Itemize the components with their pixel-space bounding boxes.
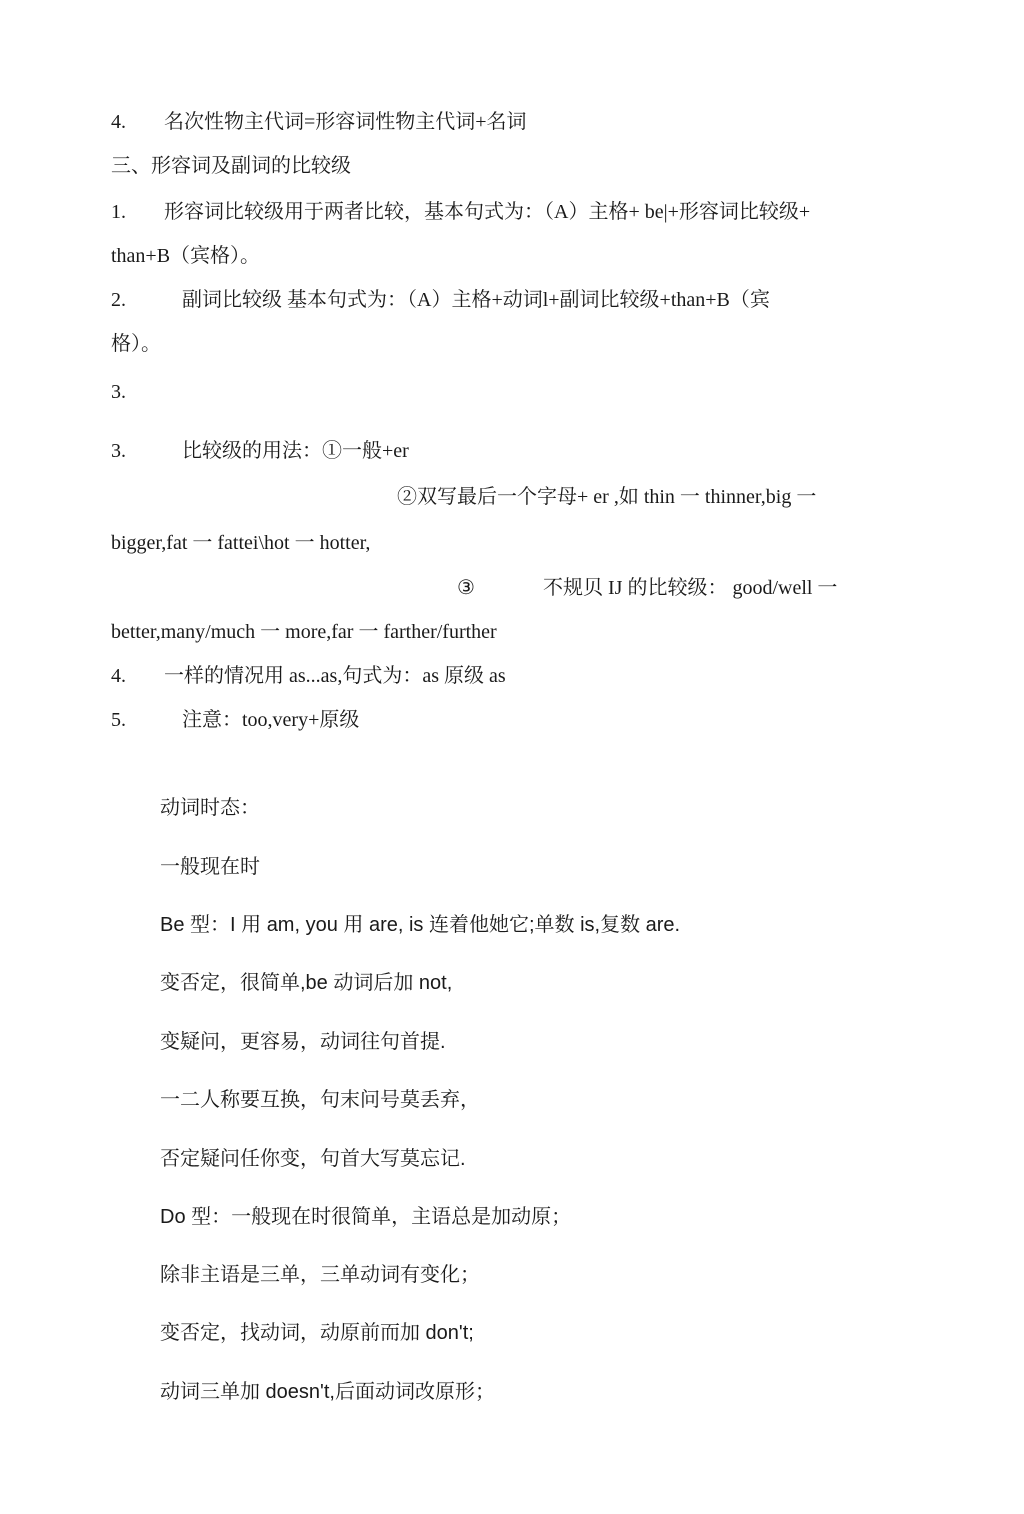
verse-line: Be 型：I 用 am, you 用 are, is 连着他她它;单数 is,复数 are. [160,914,681,936]
verse-line: 动词三单加 doesn't,后面动词改原形； [160,1381,495,1403]
rule-continuation: bigger,fat 一 fattei\hot 一 hotter, [111,532,371,554]
list-number: 1. [111,201,126,223]
list-number: 3. [111,440,126,462]
verse-line: 变疑问，更容易，动词往句首提. [160,1031,446,1053]
rule-text: 不规贝 IJ 的比较级： good/well 一 [543,577,838,599]
verse-line: 否定疑问任你变，句首大写莫忘记. [160,1148,466,1170]
verse-line: 一二人称要互换，句末问号莫丢弃， [160,1089,480,1111]
list-number: 4. [111,111,126,133]
list-item-text: 副词比较级 基本句式为：（A）主格+动词l+副词比较级+than+B（宾 [182,289,770,311]
rule-continuation: better,many/much 一 more,far 一 farther/further [111,621,497,643]
rule-text: ②双写最后一个字母+ er ,如 thin 一 thinner,big 一 [397,486,817,508]
list-item-text: 一样的情况用 as...as,句式为：as 原级 as [164,665,506,687]
list-item-text: 比较级的用法：①一般+er [182,440,409,462]
list-number: 3. [111,381,126,403]
list-item-text: 形容词比较级用于两者比较，基本句式为：（A）主格+ be|+形容词比较级+ [164,201,811,223]
list-number: 4. [111,665,126,687]
section-heading: 动词时态： [160,797,260,819]
list-item-text: 注意：too,very+原级 [182,709,360,731]
verse-line: 变否定，很简单,be 动词后加 not, [160,972,453,994]
list-number: 5. [111,709,126,731]
verse-line: 变否定，找动词，动原前而加 don't; [160,1322,474,1344]
list-number: 2. [111,289,126,311]
list-item-continuation: than+B（宾格）。 [111,245,261,267]
verse-line: 除非主语是三单，三单动词有变化； [160,1264,480,1286]
rule-marker: ③ [457,577,475,599]
list-item-text: 名次性物主代词=形容词性物主代词+名词 [164,111,527,133]
section-subheading: 一般现在时 [160,856,260,878]
verse-line: Do 型：一般现在时很简单，主语总是加动原； [160,1206,572,1228]
list-item-continuation: 格）。 [111,333,161,355]
section-heading: 三、形容词及副词的比较级 [111,155,351,177]
